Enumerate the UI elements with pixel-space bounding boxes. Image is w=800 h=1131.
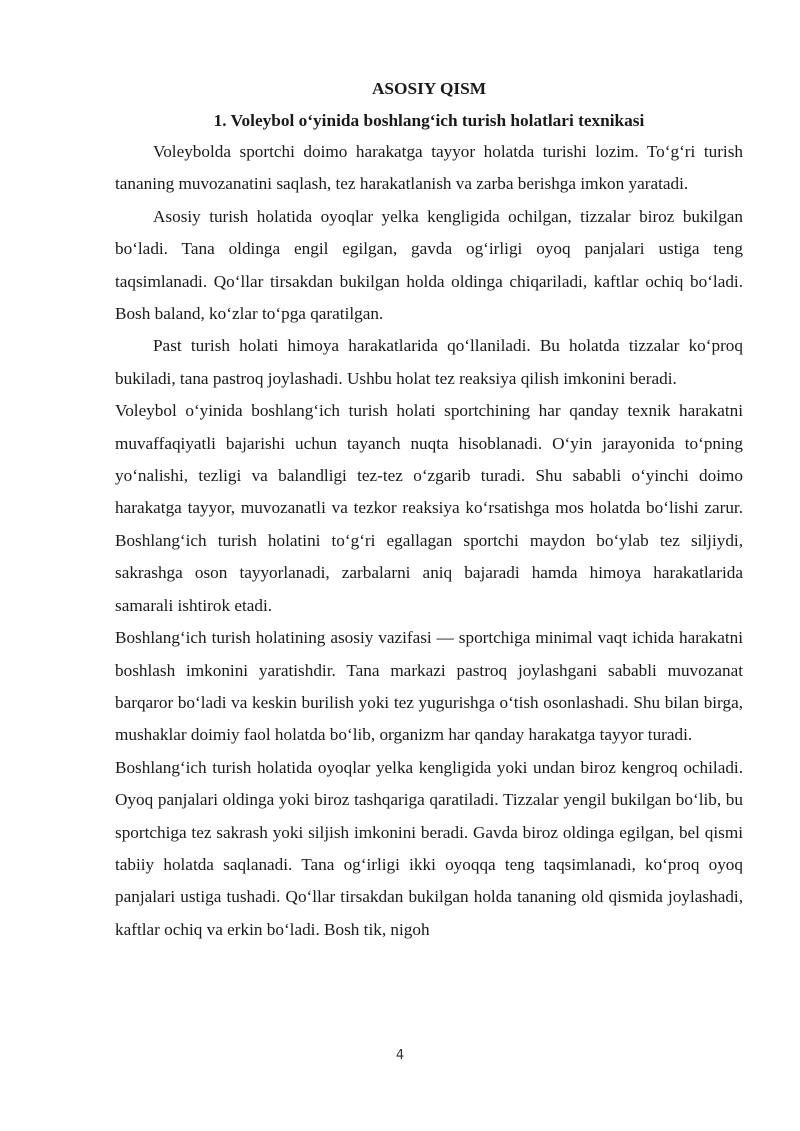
paragraph-2: Asosiy turish holatida oyoqlar yelka kengligida ochilgan, tizzalar biroz bukilgan bo‘ladi. Tana oldinga engil egilgan, gavda og‘irligi oyoq panjalari ustiga teng taqsimlanadi. Qo‘llar tirsakdan bukilgan holda oldinga chiqariladi, kaftlar ochiq bo‘ladi. Bosh baland, ko‘zlar to‘pga qaratilgan. (115, 206, 743, 324)
paragraph-6: Boshlang‘ich turish holatida oyoqlar yelka kengligida yoki undan biroz kengroq ochiladi. Oyoq panjalari oldinga yoki biroz tashqariga qaratiladi. Tizzalar yengil bukilgan bo‘lib, bu sportchiga tez sakrash yoki siljish imkonini beradi. Gavda biroz oldinga egilgan, bel qismi tabiiy holatda saqlanadi. Tana og‘irligi ikki oyoqqa teng taqsimlanadi, ko‘proq oyoq panjalari ustiga tushadi. Qo‘llar tirsakdan bukilgan holda tananing old qismida joylashadi, kaftlar ochiq va erkin bo‘ladi. Bosh tik, nigoh (115, 757, 743, 939)
paragraph-1: Voleybolda sportchi doimo harakatga tayyor holatda turishi lozim. To‘g‘ri turish tananing muvozanatini saqlash, tez harakatlanish va zarba berishga imkon yaratadi. (115, 142, 743, 194)
section-title: 1. Voleybol o‘yinida boshlang‘ich turish holatlari texnikasi (213, 111, 645, 130)
document-page (115, 74, 743, 946)
paragraph-4: Voleybol o‘yinida boshlang‘ich turish holati sportchining har qanday texnik harakatni muvaffaqiyatli bajarishi uchun tayanch nuqta hisoblanadi. O‘yin jarayonida to‘pning yo‘nalishi, tezligi va balandligi tez-tez o‘zgarib turadi. Shu sababli o‘yinchi doimo harakatga tayyor, muvozanatli va tezkor reaksiya ko‘rsatishga mos holatda bo‘lishi zarur. Boshlang‘ich turish holatini to‘g‘ri egallagan sportchi maydon bo‘ylab tez siljiydi, sakrashga oson tayyorlanadi, zarbalarni aniq bajaradi hamda himoya harakatlarida samarali ishtirok etadi. (115, 401, 743, 615)
paragraph-5: Boshlang‘ich turish holatining asosiy vazifasi — sportchiga minimal vaqt ichida harakatni boshlash imkonini yaratishdir. Tana markazi pastroq joylashgani sababli muvozanat barqaror bo‘ladi va keskin burilish yoki tez yugurishga o‘tish osonlashadi. Shu bilan birga, mushaklar doimiy faol holatda bo‘lib, organizm har qanday harakatga tayyor turadi. (115, 628, 743, 745)
main-heading: ASOSIY QISM (371, 79, 487, 98)
paragraph-3: Past turish holati himoya harakatlarida qo‘llaniladi. Bu holatda tizzalar ko‘proq bukiladi, tana pastroq joylashadi. Ushbu holat tez reaksiya qilish imkonini beradi. (115, 336, 743, 388)
page-number: 4 (395, 1048, 405, 1063)
